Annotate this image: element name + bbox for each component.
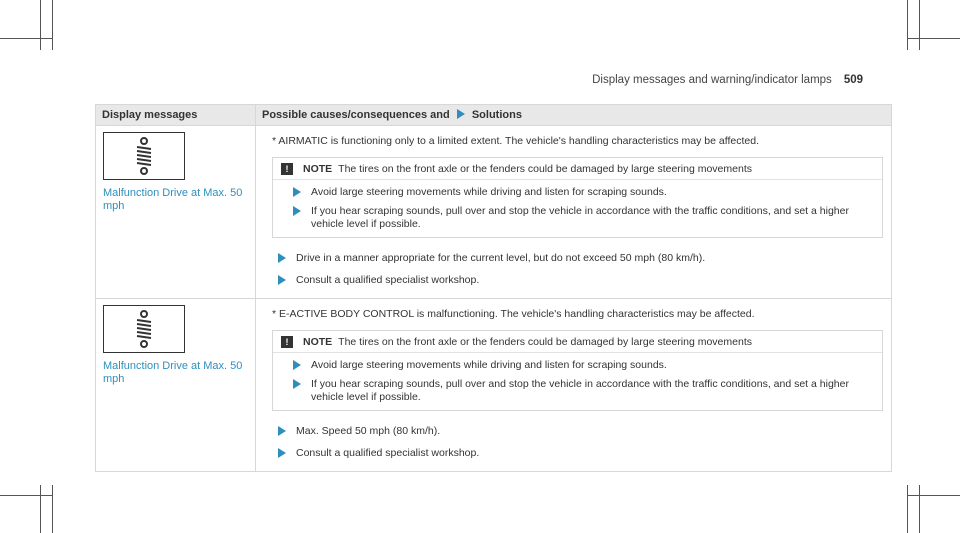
arrow-icon	[293, 360, 301, 370]
step-text: If you hear scraping sounds, pull over and stop the vehicle in accordance with the traffic conditions, and set a higher vehicle level if possible.	[311, 378, 849, 403]
crop-mark	[40, 485, 41, 533]
note-box	[272, 157, 883, 238]
arrow-icon	[278, 448, 286, 458]
suspension-spring-icon	[103, 305, 185, 353]
crop-mark	[919, 485, 920, 533]
list-item	[256, 268, 891, 290]
message-cell	[96, 126, 256, 299]
crop-mark	[907, 0, 908, 50]
column-header-solutions-label: Solutions	[471, 109, 522, 121]
note-label: NOTE	[303, 335, 333, 348]
note-steps	[273, 180, 882, 237]
solution-cell	[256, 299, 892, 472]
table-row	[96, 126, 892, 299]
crop-mark	[0, 495, 52, 496]
arrow-icon	[278, 275, 286, 285]
table-row	[96, 299, 892, 472]
message-text: Malfunction Drive at Max. 50 mph	[103, 187, 243, 212]
display-messages-table	[95, 104, 892, 472]
step-text: Consult a qualified specialist workshop.	[296, 447, 480, 459]
table-header-row	[96, 105, 892, 126]
arrow-icon	[293, 206, 301, 216]
arrow-icon	[293, 187, 301, 197]
cause-text: * E-ACTIVE BODY CONTROL is malfunctioning. The vehicle's handling characteristics may be affected.	[272, 308, 755, 320]
crop-mark	[907, 38, 960, 39]
message-text: Malfunction Drive at Max. 50 mph	[103, 360, 243, 385]
list-item	[256, 419, 891, 441]
note-text: The tires on the front axle or the fenders could be damaged by large steering movements	[338, 335, 752, 348]
page-number: 509	[843, 74, 863, 86]
list-item	[256, 246, 891, 268]
column-header-display-messages: Display messages	[96, 105, 256, 126]
step-text: Drive in a manner appropriate for the current level, but do not exceed 50 mph (80 km/h).	[296, 252, 706, 264]
step-text: If you hear scraping sounds, pull over and stop the vehicle in accordance with the traffic conditions, and set a higher vehicle level if possible.	[311, 205, 849, 230]
crop-mark	[907, 485, 908, 533]
crop-mark	[0, 38, 52, 39]
action-steps	[256, 411, 891, 471]
message-cell	[96, 299, 256, 472]
crop-mark	[52, 0, 53, 50]
column-header-causes	[256, 105, 892, 126]
arrow-icon	[278, 426, 286, 436]
note-label: NOTE	[303, 162, 333, 175]
crop-mark	[919, 0, 920, 50]
suspension-spring-icon	[103, 132, 185, 180]
list-item	[273, 372, 882, 404]
note-header	[273, 331, 882, 353]
list-item	[256, 441, 891, 463]
action-steps	[256, 238, 891, 298]
warning-icon: !	[281, 163, 293, 175]
arrow-icon	[278, 253, 286, 263]
page-header	[592, 74, 863, 86]
cause-text: * AIRMATIC is functioning only to a limited extent. The vehicle's handling characteristics may be affected.	[272, 135, 759, 147]
arrow-icon	[293, 379, 301, 389]
step-text: Avoid large steering movements while driving and listen for scraping sounds.	[311, 186, 667, 198]
warning-icon: !	[281, 336, 293, 348]
step-text: Max. Speed 50 mph (80 km/h).	[296, 425, 441, 437]
step-text: Avoid large steering movements while driving and listen for scraping sounds.	[311, 359, 667, 371]
note-header	[273, 158, 882, 180]
section-title: Display messages and warning/indicator lamps	[592, 74, 832, 86]
solution-cell	[256, 126, 892, 299]
crop-mark	[907, 495, 960, 496]
note-text: The tires on the front axle or the fenders could be damaged by large steering movements	[338, 162, 752, 175]
crop-mark	[40, 0, 41, 50]
step-text: Consult a qualified specialist workshop.	[296, 274, 480, 286]
list-item	[273, 353, 882, 372]
crop-mark	[52, 485, 53, 533]
solutions-arrow-icon	[457, 109, 465, 119]
list-item	[273, 199, 882, 231]
column-header-causes-label: Possible causes/consequences and	[262, 109, 450, 121]
note-box	[272, 330, 883, 411]
list-item	[273, 180, 882, 199]
note-steps	[273, 353, 882, 410]
